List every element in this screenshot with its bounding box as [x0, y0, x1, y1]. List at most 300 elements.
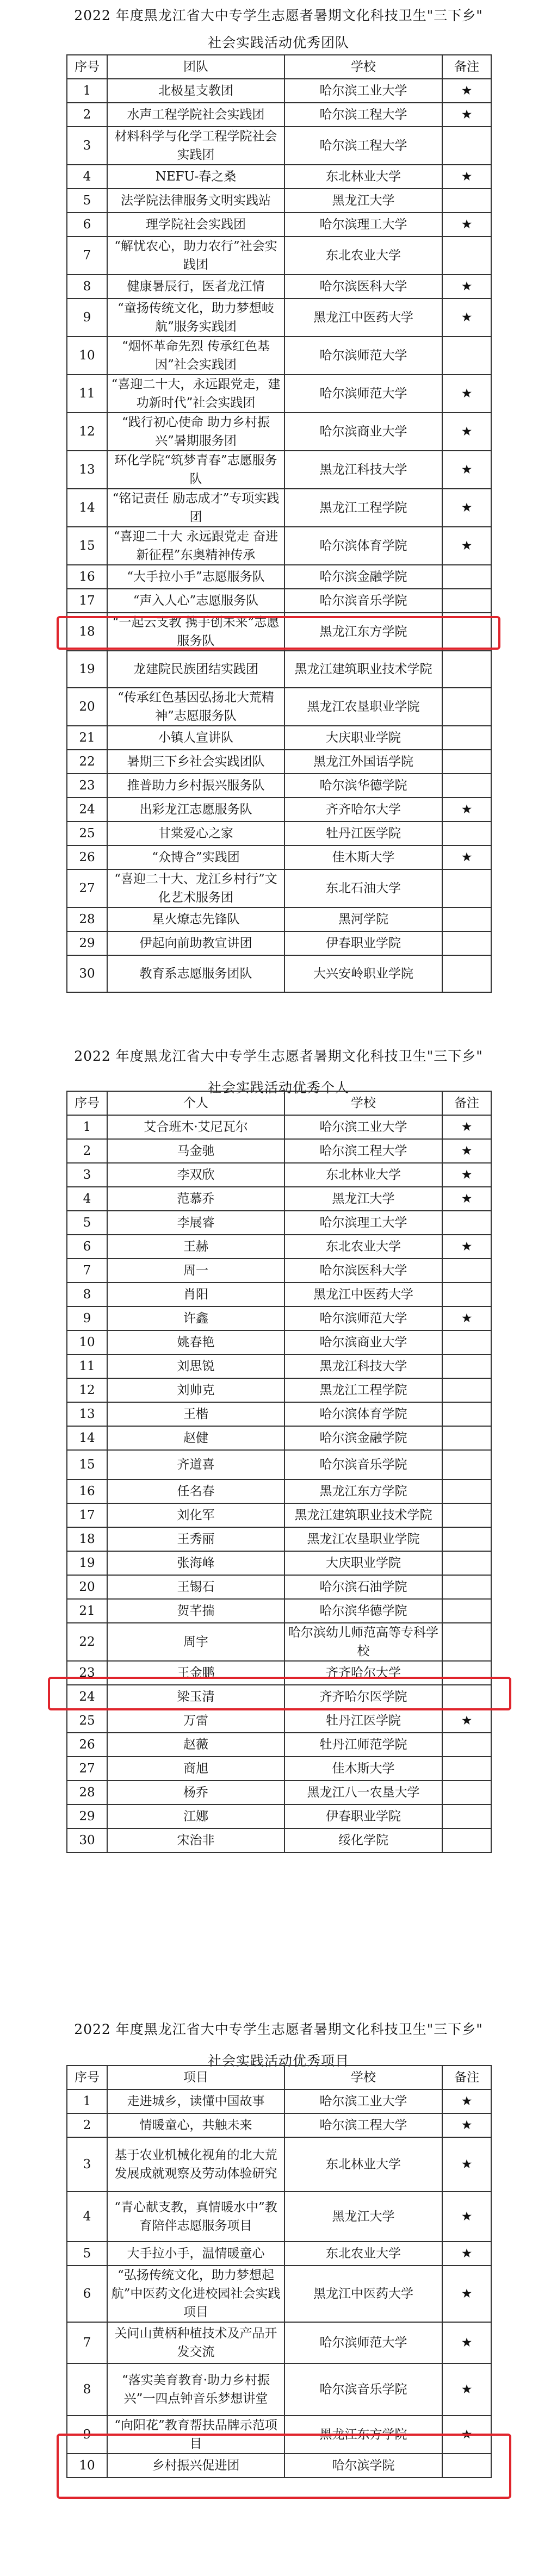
individuals-cell-no: 19	[67, 1551, 107, 1575]
projects-cell-no: 9	[67, 2416, 107, 2454]
individuals-cell-school: 牡丹江医学院	[284, 1709, 442, 1733]
teams-cell-name: 甘棠爱心之家	[107, 822, 284, 845]
teams-cell-school: 齐齐哈尔大学	[284, 798, 442, 822]
teams-header-row	[67, 55, 491, 79]
individuals-cell-name: 王楷	[107, 1402, 284, 1426]
teams-cell-no: 15	[67, 527, 107, 565]
star-icon	[442, 907, 491, 931]
star-icon: ★	[442, 2322, 491, 2363]
individuals-cell-no: 24	[67, 1685, 107, 1709]
star-icon	[442, 565, 491, 589]
star-icon: ★	[442, 1709, 491, 1733]
individuals-cell-no: 20	[67, 1575, 107, 1599]
teams-table-row	[67, 79, 491, 103]
individuals-cell-name: 王秀丽	[107, 1527, 284, 1551]
individuals-cell-no: 22	[67, 1623, 107, 1661]
teams-cell-no: 19	[67, 651, 107, 688]
individuals-cell-name: 王金鹏	[107, 1661, 284, 1685]
individuals-table-row	[67, 1330, 491, 1354]
star-icon: ★	[442, 527, 491, 565]
individuals-cell-no: 14	[67, 1426, 107, 1450]
teams-cell-school: 黑龙江大学	[284, 189, 442, 213]
individuals-cell-name: 江娜	[107, 1805, 284, 1828]
individuals-cell-name: 王锡石	[107, 1575, 284, 1599]
teams-table-row	[67, 165, 491, 189]
projects-cell-no: 3	[67, 2137, 107, 2192]
individuals-cell-no: 9	[67, 1306, 107, 1330]
teams-table-row	[67, 337, 491, 375]
teams-table-row	[67, 237, 491, 275]
highlight-box-individual-15	[48, 1677, 511, 1710]
teams-cell-school: 哈尔滨工程大学	[284, 127, 442, 165]
star-icon: ★	[442, 2192, 491, 2242]
individuals-cell-name: 任名春	[107, 1479, 284, 1503]
projects-cell-name: 关问山黄柄种植技术及产品开发交流	[107, 2322, 284, 2363]
individuals-table-row	[67, 1402, 491, 1426]
star-icon: ★	[442, 1115, 491, 1139]
teams-cell-no: 5	[67, 189, 107, 213]
individuals-table-row	[67, 1757, 491, 1781]
teams-cell-name: “众博合”实践团	[107, 845, 284, 869]
star-icon	[442, 931, 491, 955]
individuals-cell-name: 李双欣	[107, 1163, 284, 1187]
individuals-cell-name: 宋治非	[107, 1828, 284, 1852]
individuals-header-cell: 序号	[67, 1091, 107, 1115]
teams-header-cell: 序号	[67, 55, 107, 79]
individuals-cell-no: 13	[67, 1402, 107, 1426]
star-icon	[442, 869, 491, 907]
teams-cell-school: 哈尔滨师范大学	[284, 375, 442, 413]
individuals-cell-school: 黑龙江东方学院	[284, 1479, 442, 1503]
individuals-table-row	[67, 1283, 491, 1306]
teams-cell-name: 星火燎志先锋队	[107, 907, 284, 931]
teams-cell-school: 哈尔滨音乐学院	[284, 589, 442, 613]
star-icon	[442, 237, 491, 275]
individuals-cell-name: 齐道喜	[107, 1450, 284, 1479]
teams-table-row	[67, 565, 491, 589]
projects-cell-no: 5	[67, 2242, 107, 2266]
individuals-cell-name: 艾合班木·艾尼瓦尔	[107, 1115, 284, 1139]
individuals-cell-no: 16	[67, 1479, 107, 1503]
individuals-cell-name: 梁玉清	[107, 1685, 284, 1709]
star-icon	[442, 1623, 491, 1661]
teams-table-row	[67, 375, 491, 413]
star-icon: ★	[442, 1163, 491, 1187]
individuals-title: 2022 年度黑龙江省大中专学生志愿者暑期文化科技卫生"三下乡"	[74, 1048, 483, 1064]
highlight-box-team-17	[57, 616, 500, 650]
individuals-cell-name: 赵健	[107, 1426, 284, 1450]
teams-cell-no: 4	[67, 165, 107, 189]
teams-cell-school: 哈尔滨华德学院	[284, 774, 442, 798]
projects-cell-name: 基于农业机械化视角的北大荒发展成就观察及劳动体验研究	[107, 2137, 284, 2192]
projects-cell-name: “弘扬传统文化，助力梦想起航”中医药文化进校园社会实践项目	[107, 2266, 284, 2322]
individuals-cell-name: 许鑫	[107, 1306, 284, 1330]
projects-table-row	[67, 2322, 491, 2363]
individuals-table-row	[67, 1709, 491, 1733]
star-icon: ★	[442, 489, 491, 527]
individuals-cell-school: 大庆职业学院	[284, 1551, 442, 1575]
star-icon	[442, 1450, 491, 1479]
individuals-cell-name: 刘思锐	[107, 1354, 284, 1378]
star-icon: ★	[442, 2113, 491, 2137]
projects-cell-name: 乡村振兴促进团	[107, 2454, 284, 2478]
individuals-cell-no: 11	[67, 1354, 107, 1378]
teams-cell-name: 龙建院民族团结实践团	[107, 651, 284, 688]
teams-table-row	[67, 589, 491, 613]
individuals-cell-name: 王赫	[107, 1235, 284, 1259]
teams-cell-no: 2	[67, 103, 107, 127]
teams-cell-no: 18	[67, 613, 107, 651]
teams-cell-name: “传承红色基因弘扬北大荒精神”志愿服务队	[107, 688, 284, 726]
teams-cell-name: 理学院社会实践团	[107, 213, 284, 237]
individuals-cell-school: 黑龙江建筑职业技术学院	[284, 1503, 442, 1527]
star-icon: ★	[442, 375, 491, 413]
teams-cell-school: 哈尔滨工程大学	[284, 103, 442, 127]
projects-cell-school: 哈尔滨工业大学	[284, 2089, 442, 2113]
teams-cell-no: 30	[67, 955, 107, 992]
projects-cell-no: 2	[67, 2113, 107, 2137]
individuals-cell-name: 姚春艳	[107, 1330, 284, 1354]
individuals-cell-no: 26	[67, 1733, 107, 1757]
teams-cell-name: 环化学院“筑梦青春”志愿服务队	[107, 451, 284, 489]
teams-cell-name: “声入人心”志愿服务队	[107, 589, 284, 613]
teams-table-row	[67, 688, 491, 726]
projects-cell-no: 7	[67, 2322, 107, 2363]
star-icon	[442, 127, 491, 165]
individuals-cell-school: 哈尔滨音乐学院	[284, 1450, 442, 1479]
teams-cell-name: “大手拉小手”志愿服务队	[107, 565, 284, 589]
teams-cell-name: 健康暑辰行，医者龙江情	[107, 275, 284, 298]
teams-cell-school: 伊春职业学院	[284, 931, 442, 955]
projects-table-row	[67, 2113, 491, 2137]
individuals-cell-no: 27	[67, 1757, 107, 1781]
star-icon: ★	[442, 103, 491, 127]
individuals-cell-school: 牡丹江师范学院	[284, 1733, 442, 1757]
individuals-table-row	[67, 1503, 491, 1527]
teams-table-row	[67, 103, 491, 127]
individuals-cell-name: 张海峰	[107, 1551, 284, 1575]
star-icon: ★	[442, 2266, 491, 2322]
star-icon	[442, 750, 491, 774]
teams-table-row	[67, 213, 491, 237]
individuals-table-row	[67, 1623, 491, 1661]
individuals-cell-school: 哈尔滨金融学院	[284, 1426, 442, 1450]
individuals-table-row	[67, 1378, 491, 1402]
individuals-table-row	[67, 1235, 491, 1259]
individuals-cell-no: 7	[67, 1259, 107, 1283]
teams-cell-name: 小镇人宣讲队	[107, 726, 284, 750]
star-icon	[442, 1503, 491, 1527]
star-icon	[442, 1828, 491, 1852]
individuals-cell-name: 范慕乔	[107, 1187, 284, 1211]
star-icon	[442, 1283, 491, 1306]
individuals-table-row	[67, 1733, 491, 1757]
star-icon: ★	[442, 2137, 491, 2192]
star-icon: ★	[442, 1139, 491, 1163]
individuals-cell-school: 东北林业大学	[284, 1163, 442, 1187]
projects-cell-school: 东北农业大学	[284, 2242, 442, 2266]
teams-cell-no: 23	[67, 774, 107, 798]
teams-cell-school: 黑龙江建筑职业技术学院	[284, 651, 442, 688]
teams-table-row	[67, 413, 491, 451]
star-icon	[442, 1575, 491, 1599]
teams-header-cell: 学校	[284, 55, 442, 79]
projects-title: 2022 年度黑龙江省大中专学生志愿者暑期文化科技卫生"三下乡"	[74, 2021, 483, 2037]
teams-cell-name: 水声工程学院社会实践团	[107, 103, 284, 127]
projects-header-cell: 序号	[67, 2065, 107, 2089]
individuals-table	[66, 1091, 492, 1853]
individuals-cell-school: 黑龙江科技大学	[284, 1354, 442, 1378]
individuals-cell-no: 5	[67, 1211, 107, 1235]
teams-cell-school: 东北林业大学	[284, 165, 442, 189]
teams-cell-name: 法学院法律服务文明实践站	[107, 189, 284, 213]
individuals-cell-school: 哈尔滨师范大学	[284, 1306, 442, 1330]
star-icon	[442, 1330, 491, 1354]
individuals-table-row	[67, 1163, 491, 1187]
star-icon: ★	[442, 275, 491, 298]
projects-cell-no: 4	[67, 2192, 107, 2242]
individuals-cell-no: 21	[67, 1599, 107, 1623]
individuals-cell-school: 哈尔滨工程大学	[284, 1139, 442, 1163]
individuals-cell-school: 绥化学院	[284, 1828, 442, 1852]
teams-table-row	[67, 798, 491, 822]
teams-cell-school: 哈尔滨理工大学	[284, 213, 442, 237]
teams-table-row	[67, 189, 491, 213]
individuals-header-cell: 备注	[442, 1091, 491, 1115]
teams-table-row	[67, 651, 491, 688]
teams-cell-name: “践行初心使命 助力乡村振兴”暑期服务团	[107, 413, 284, 451]
teams-cell-no: 28	[67, 907, 107, 931]
teams-cell-school: 佳木斯大学	[284, 845, 442, 869]
individuals-header-cell: 个人	[107, 1091, 284, 1115]
individuals-cell-school: 哈尔滨石油学院	[284, 1575, 442, 1599]
projects-header-cell: 备注	[442, 2065, 491, 2089]
individuals-cell-no: 28	[67, 1781, 107, 1805]
individuals-cell-name: 周宇	[107, 1623, 284, 1661]
teams-cell-no: 7	[67, 237, 107, 275]
star-icon	[442, 1378, 491, 1402]
projects-cell-school: 哈尔滨音乐学院	[284, 2363, 442, 2416]
teams-header-cell: 备注	[442, 55, 491, 79]
individuals-cell-name: 赵薇	[107, 1733, 284, 1757]
individuals-cell-school: 佳木斯大学	[284, 1757, 442, 1781]
teams-table-row	[67, 774, 491, 798]
star-icon: ★	[442, 845, 491, 869]
star-icon	[442, 955, 491, 992]
teams-cell-no: 6	[67, 213, 107, 237]
star-icon: ★	[442, 1306, 491, 1330]
star-icon	[442, 1527, 491, 1551]
individuals-cell-no: 30	[67, 1828, 107, 1852]
teams-cell-name: 出彩龙江志愿服务队	[107, 798, 284, 822]
individuals-cell-name: 马金驰	[107, 1139, 284, 1163]
star-icon	[442, 589, 491, 613]
individuals-cell-school: 齐齐哈尔大学	[284, 1661, 442, 1685]
star-icon	[442, 1599, 491, 1623]
projects-table-row	[67, 2192, 491, 2242]
star-icon: ★	[442, 2363, 491, 2416]
individuals-cell-name: 李展睿	[107, 1211, 284, 1235]
teams-cell-no: 12	[67, 413, 107, 451]
individuals-cell-name: 周一	[107, 1259, 284, 1283]
projects-header-cell: 项目	[107, 2065, 284, 2089]
teams-cell-school: 哈尔滨金融学院	[284, 565, 442, 589]
projects-cell-school: 哈尔滨师范大学	[284, 2322, 442, 2363]
teams-cell-no: 3	[67, 127, 107, 165]
star-icon	[442, 822, 491, 845]
teams-cell-school: 大庆职业学院	[284, 726, 442, 750]
teams-cell-no: 24	[67, 798, 107, 822]
star-icon: ★	[442, 1187, 491, 1211]
projects-cell-name: 走进城乡，读懂中国故事	[107, 2089, 284, 2113]
teams-cell-no: 22	[67, 750, 107, 774]
teams-cell-name: “烟怀革命先烈 传承红色基因”社会实践团	[107, 337, 284, 375]
teams-table-row	[67, 489, 491, 527]
individuals-table-row	[67, 1551, 491, 1575]
teams-subtitle: 社会实践活动优秀团队	[207, 35, 349, 51]
individuals-cell-school: 哈尔滨幼儿师范高等专科学校	[284, 1623, 442, 1661]
projects-cell-no: 1	[67, 2089, 107, 2113]
teams-cell-no: 17	[67, 589, 107, 613]
star-icon	[442, 688, 491, 726]
projects-header-cell: 学校	[284, 2065, 442, 2089]
teams-cell-no: 26	[67, 845, 107, 869]
projects-table-row	[67, 2137, 491, 2192]
projects-subtitle: 社会实践活动优秀项目	[207, 2053, 349, 2069]
projects-table-row	[67, 2266, 491, 2322]
projects-cell-name: “落实美育教育·助力乡村振兴”一四点钟音乐梦想讲堂	[107, 2363, 284, 2416]
individuals-cell-no: 2	[67, 1139, 107, 1163]
star-icon	[442, 774, 491, 798]
individuals-header-cell: 学校	[284, 1091, 442, 1115]
highlight-box-project-8	[57, 2434, 511, 2499]
teams-cell-school: 哈尔滨师范大学	[284, 337, 442, 375]
individuals-table-row	[67, 1575, 491, 1599]
teams-cell-no: 20	[67, 688, 107, 726]
individuals-cell-school: 伊春职业学院	[284, 1805, 442, 1828]
individuals-cell-name: 肖阳	[107, 1283, 284, 1306]
projects-table-row	[67, 2242, 491, 2266]
teams-cell-name: 推普助力乡村振兴服务队	[107, 774, 284, 798]
star-icon	[442, 1259, 491, 1283]
star-icon: ★	[442, 298, 491, 337]
individuals-table-row	[67, 1479, 491, 1503]
teams-cell-school: 东北农业大学	[284, 237, 442, 275]
individuals-cell-school: 东北农业大学	[284, 1235, 442, 1259]
star-icon: ★	[442, 165, 491, 189]
star-icon	[442, 1805, 491, 1828]
teams-cell-name: “铭记责任 励志成才”专项实践团	[107, 489, 284, 527]
individuals-cell-name: 杨乔	[107, 1781, 284, 1805]
teams-cell-no: 8	[67, 275, 107, 298]
teams-cell-no: 11	[67, 375, 107, 413]
individuals-table-row	[67, 1426, 491, 1450]
star-icon: ★	[442, 213, 491, 237]
teams-table-row	[67, 869, 491, 907]
individuals-cell-name: 商旭	[107, 1757, 284, 1781]
teams-cell-name: “解忧农心，助力农行”社会实践团	[107, 237, 284, 275]
projects-cell-name: 情暖童心，共触未来	[107, 2113, 284, 2137]
star-icon	[442, 1733, 491, 1757]
individuals-cell-no: 23	[67, 1661, 107, 1685]
individuals-table-row	[67, 1450, 491, 1479]
star-icon: ★	[442, 1235, 491, 1259]
projects-cell-name: 大手拉小手，温情暖童心	[107, 2242, 284, 2266]
teams-table-row	[67, 275, 491, 298]
teams-cell-school: 黑河学院	[284, 907, 442, 931]
individuals-cell-school: 齐齐哈尔医学院	[284, 1685, 442, 1709]
individuals-table-row	[67, 1354, 491, 1378]
individuals-table-row	[67, 1527, 491, 1551]
individuals-cell-school: 黑龙江大学	[284, 1187, 442, 1211]
star-icon: ★	[442, 2089, 491, 2113]
projects-cell-school: 哈尔滨学院	[284, 2454, 442, 2478]
teams-cell-no: 25	[67, 822, 107, 845]
star-icon: ★	[442, 2416, 491, 2454]
star-icon: ★	[442, 2242, 491, 2266]
individuals-cell-school: 哈尔滨理工大学	[284, 1211, 442, 1235]
individuals-table-row	[67, 1139, 491, 1163]
projects-cell-no: 8	[67, 2363, 107, 2416]
teams-table-row	[67, 451, 491, 489]
teams-cell-no: 9	[67, 298, 107, 337]
teams-cell-school: 黑龙江工程学院	[284, 489, 442, 527]
individuals-cell-no: 25	[67, 1709, 107, 1733]
individuals-table-row	[67, 1306, 491, 1330]
individuals-cell-no: 18	[67, 1527, 107, 1551]
teams-cell-school: 黑龙江中医药大学	[284, 298, 442, 337]
teams-header-cell: 团队	[107, 55, 284, 79]
teams-cell-school: 东北石油大学	[284, 869, 442, 907]
projects-cell-school: 黑龙江大学	[284, 2192, 442, 2242]
individuals-cell-school: 黑龙江农垦职业学院	[284, 1527, 442, 1551]
teams-cell-no: 10	[67, 337, 107, 375]
teams-cell-no: 27	[67, 869, 107, 907]
star-icon	[442, 1402, 491, 1426]
individuals-cell-school: 黑龙江八一农垦大学	[284, 1781, 442, 1805]
teams-table-row	[67, 955, 491, 992]
teams-cell-no: 14	[67, 489, 107, 527]
teams-cell-school: 黑龙江农垦职业学院	[284, 688, 442, 726]
star-icon: ★	[442, 79, 491, 103]
individuals-cell-school: 哈尔滨华德学院	[284, 1599, 442, 1623]
projects-cell-name: “向阳花”教育帮扶品牌示范项目	[107, 2416, 284, 2454]
individuals-cell-school: 哈尔滨医科大学	[284, 1259, 442, 1283]
projects-cell-no: 6	[67, 2266, 107, 2322]
individuals-cell-school: 哈尔滨体育学院	[284, 1402, 442, 1426]
star-icon: ★	[442, 798, 491, 822]
projects-cell-school: 哈尔滨工程大学	[284, 2113, 442, 2137]
teams-cell-name: 暑期三下乡社会实践团队	[107, 750, 284, 774]
individuals-cell-no: 17	[67, 1503, 107, 1527]
projects-cell-school: 黑龙江东方学院	[284, 2416, 442, 2454]
star-icon	[442, 337, 491, 375]
individuals-table-row	[67, 1599, 491, 1623]
individuals-cell-school: 哈尔滨商业大学	[284, 1330, 442, 1354]
star-icon	[442, 189, 491, 213]
teams-table-row	[67, 931, 491, 955]
teams-table-row	[67, 822, 491, 845]
star-icon: ★	[442, 413, 491, 451]
individuals-cell-no: 6	[67, 1235, 107, 1259]
individuals-cell-no: 8	[67, 1283, 107, 1306]
teams-cell-school: 哈尔滨工业大学	[284, 79, 442, 103]
teams-cell-no: 1	[67, 79, 107, 103]
teams-cell-school: 黑龙江外国语学院	[284, 750, 442, 774]
individuals-table-row	[67, 1211, 491, 1235]
individuals-header-row	[67, 1091, 491, 1115]
star-icon	[442, 1757, 491, 1781]
